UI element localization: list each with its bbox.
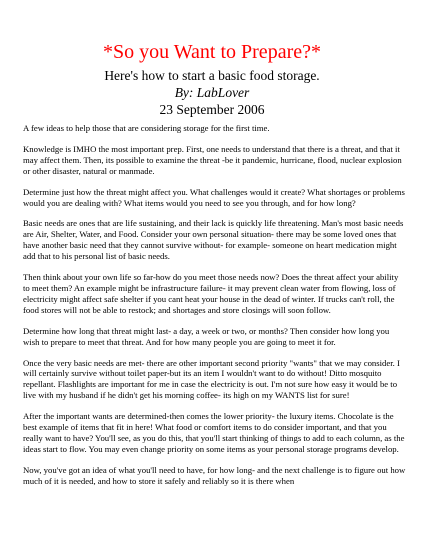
paragraph-wants: Once the very basic needs are met- there are other important second priority "wants" that we may consider. I will certainly survive without toilet paper-but its an item I wouldn't want to do without! Ditto mosquito repellant. Flashlights are important for me in case the electricity is out. I'm not sure how easy it would be to live with my husband if he didn't get his morning coffee- its high on my WANTS list for sure! <box>23 357 400 401</box>
author-byline: By: LabLover <box>174 85 250 100</box>
paragraph-threat: Determine just how the threat might affect you. What challenges would it create? What shortages or problems would you are dealing with? What items would you need to see you through, and for how long? <box>23 186 405 208</box>
article-body <box>23 123 406 497</box>
document-subtitle: Here's how to start a basic food storage. <box>104 68 320 83</box>
paragraph-basic-needs: Basic needs are ones that are life sustaining, and their lack is quickly life threatening. Man's most basic needs are Air, Shelter, Water, and Food. Consider your own personal situation- there may be some loved ones that have another basic need that they cannot survive without- for example- someone on heart medication might add that to his personal list of basic needs. <box>23 218 404 262</box>
publication-date: 23 September 2006 <box>159 102 265 117</box>
paragraph-storage: Now, you've got an idea of what you'll need to have, for how long- and the next challenge is to figure out how much of it is needed, and how to store it safely and reliably so it is there when <box>23 464 406 486</box>
paragraph-knowledge: Knowledge is IMHO the most important prep. First, one needs to understand that there is a threat, and that it may affect them. Then, its possible to examine the threat -be it pandemic, hurricane, flood, nuclear explosion or other disaster, natural or manmade. <box>23 143 402 176</box>
paragraph-meeting-needs: Then think about your own life so far-how do you meet those needs now? Does the threat affect your ability to meet them? An example might be infrastructure failure- it may prevent clean water from flowing, loss of electricity might affect safe shelter if you cant heat your house in the dead of winter. If trucks can't roll, the food stores will not be able to restock; and shortages and store closings will soon follow. <box>23 272 399 315</box>
paragraph-luxury: After the important wants are determined-then comes the lower priority- the luxury items. Chocolate is the best example of items that fit in here! What food or comfort items to do consider important, and that you really want to have? You'll see, as you do this, that you'll start thinking of things to add to each column, as the ideas start to flow. You may even change priority on some items as your personal storage programs develop. <box>23 411 405 454</box>
paragraph-intro: A few ideas to help those that are considering storage for the first time. <box>23 123 270 133</box>
document-title: *So you Want to Prepare?* <box>103 41 321 63</box>
paragraph-duration: Determine how long that threat might last- a day, a week or two, or months? Then consider how long you wish to prepare to meet that threat. And for how many people you are going to meet it for. <box>23 325 390 347</box>
